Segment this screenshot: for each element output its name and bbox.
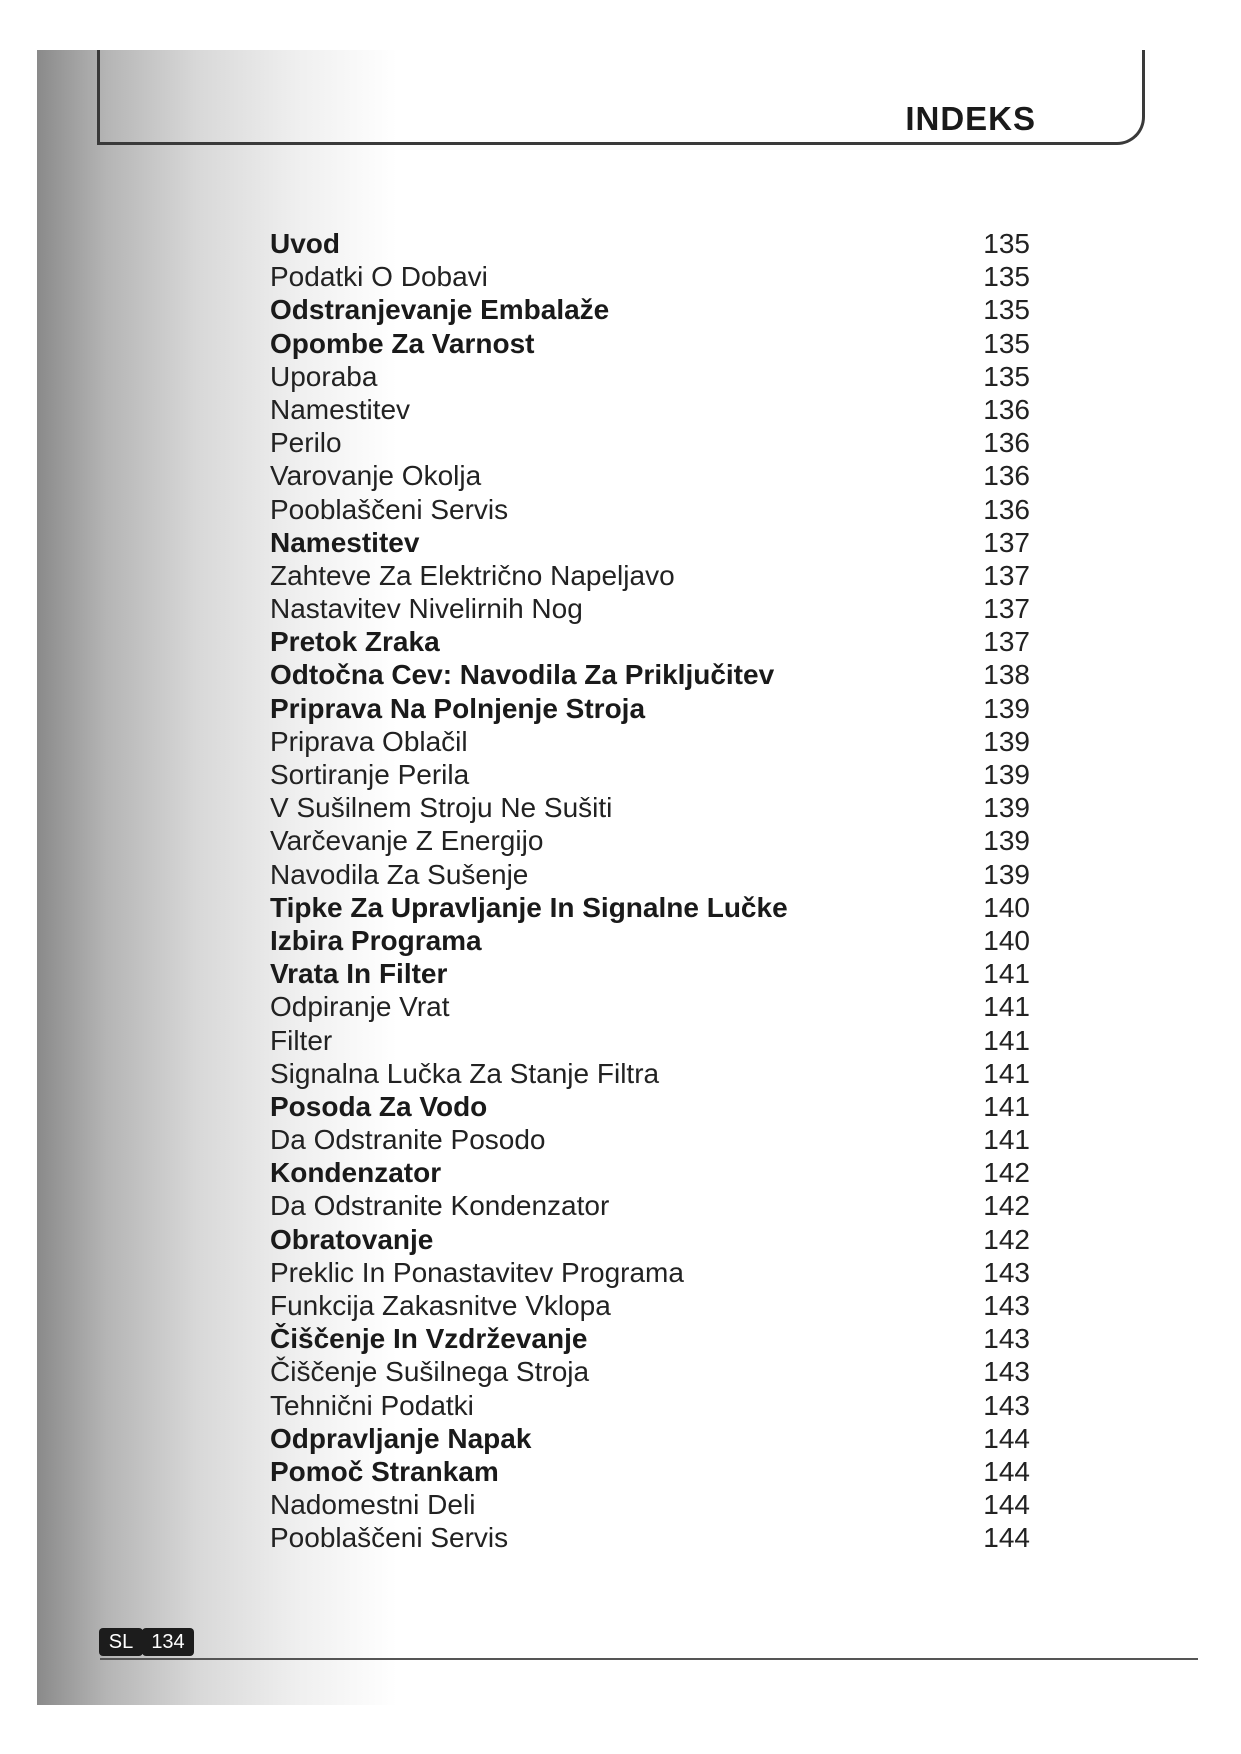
- toc-entry[interactable]: [270, 1090, 1030, 1123]
- toc-entry[interactable]: [270, 824, 1030, 857]
- toc-entry[interactable]: [270, 1355, 1030, 1388]
- toc-entry-title: Da Odstranite Kondenzator: [270, 1190, 610, 1222]
- toc-entry-page: 136: [983, 393, 1030, 425]
- toc-entry-title: Odpiranje Vrat: [270, 991, 450, 1023]
- toc-entry[interactable]: [270, 526, 1030, 559]
- toc-entry-page: 144: [983, 1422, 1030, 1454]
- toc-entry[interactable]: [270, 1455, 1030, 1488]
- toc-entry[interactable]: [270, 493, 1030, 526]
- toc-entry[interactable]: [270, 692, 1030, 725]
- toc-entry[interactable]: [270, 227, 1030, 260]
- toc-entry-page: 137: [983, 526, 1030, 558]
- toc-entry[interactable]: [270, 260, 1030, 293]
- toc-entry[interactable]: [270, 1422, 1030, 1455]
- toc-entry-title: Pretok Zraka: [270, 626, 440, 658]
- toc-entry-title: Odpravljanje Napak: [270, 1422, 532, 1454]
- toc-entry-title: Odtočna Cev: Navodila Za Priključitev: [270, 659, 775, 691]
- toc-entry-title: Nastavitev Nivelirnih Nog: [270, 593, 583, 625]
- toc-entry[interactable]: [270, 924, 1030, 957]
- toc-entry[interactable]: [270, 1223, 1030, 1256]
- toc-entry-title: Sortiranje Perila: [270, 759, 470, 790]
- toc-entry-page: 142: [983, 1157, 1030, 1189]
- toc-entry-page: 141: [983, 1124, 1030, 1156]
- toc-entry-page: 135: [983, 261, 1030, 293]
- toc-entry-title: Namestitev: [270, 393, 411, 425]
- page-number-badge: 134: [142, 1628, 194, 1656]
- toc-entry-title: Namestitev: [270, 526, 420, 558]
- toc-entry-page: 137: [983, 593, 1030, 625]
- toc-entry-page: 135: [983, 360, 1030, 392]
- toc-entry[interactable]: [270, 658, 1030, 691]
- toc-entry[interactable]: [270, 957, 1030, 990]
- toc-entry-page: 144: [983, 1455, 1030, 1487]
- toc-entry-title: Tehnični Podatki: [270, 1389, 474, 1421]
- toc-entry[interactable]: [270, 1156, 1030, 1189]
- toc-entry-page: 139: [983, 825, 1030, 857]
- toc-entry[interactable]: [270, 1189, 1030, 1222]
- toc-entry-page: 143: [983, 1389, 1030, 1421]
- toc-entry-title: Posoda Za Vodo: [270, 1090, 488, 1122]
- toc-entry-page: 139: [983, 725, 1030, 757]
- toc-entry-page: 143: [983, 1256, 1030, 1288]
- toc-entry-title: Uvod: [270, 228, 340, 259]
- toc-entry-title: Priprava Oblačil: [270, 725, 468, 757]
- toc-entry-page: 137: [983, 626, 1030, 658]
- toc-entry-title: Zahteve Za Električno Napeljavo: [270, 559, 675, 591]
- toc-entry-title: Čiščenje In Vzdrževanje: [270, 1323, 588, 1355]
- toc-entry-page: 136: [983, 427, 1030, 459]
- toc-entry[interactable]: [270, 1488, 1030, 1521]
- toc-entry[interactable]: [270, 1256, 1030, 1289]
- toc-entry[interactable]: [270, 559, 1030, 592]
- toc-entry-page: 138: [983, 659, 1030, 691]
- toc-entry-page: 139: [983, 759, 1030, 790]
- toc-entry[interactable]: [270, 1289, 1030, 1322]
- table-of-contents: [270, 227, 1030, 1555]
- toc-entry-title: Perilo: [270, 427, 342, 459]
- toc-entry-page: 141: [983, 1057, 1030, 1089]
- toc-entry-page: 139: [983, 858, 1030, 890]
- toc-entry-title: Da Odstranite Posodo: [270, 1124, 546, 1156]
- toc-entry-page: 140: [983, 924, 1030, 956]
- toc-entry-title: Nadomestni Deli: [270, 1489, 476, 1521]
- toc-entry[interactable]: [270, 592, 1030, 625]
- toc-entry[interactable]: [270, 327, 1030, 360]
- toc-entry-title: Varčevanje Z Energijo: [270, 825, 544, 857]
- toc-entry-title: Pooblaščeni Servis: [270, 1522, 509, 1554]
- toc-entry-page: 144: [983, 1522, 1030, 1554]
- toc-entry-page: 135: [983, 228, 1030, 259]
- toc-entry[interactable]: [270, 791, 1030, 824]
- toc-entry-title: Opombe Za Varnost: [270, 327, 535, 359]
- toc-entry[interactable]: [270, 360, 1030, 393]
- toc-entry-page: 143: [983, 1356, 1030, 1388]
- toc-entry-page: 136: [983, 460, 1030, 492]
- toc-entry-page: 141: [983, 958, 1030, 990]
- toc-entry-page: 135: [983, 327, 1030, 359]
- toc-entry[interactable]: [270, 459, 1030, 492]
- toc-entry-title: Filter: [270, 1024, 333, 1056]
- toc-entry-title: Izbira Programa: [270, 924, 482, 956]
- toc-entry[interactable]: [270, 891, 1030, 924]
- toc-entry-page: 136: [983, 493, 1030, 525]
- toc-entry[interactable]: [270, 1024, 1030, 1057]
- toc-entry-title: Čiščenje Sušilnega Stroja: [270, 1356, 590, 1388]
- toc-entry[interactable]: [270, 393, 1030, 426]
- toc-entry[interactable]: [270, 1389, 1030, 1422]
- toc-entry-title: Pomoč Strankam: [270, 1455, 499, 1487]
- toc-entry-page: 142: [983, 1223, 1030, 1255]
- toc-entry-title: Podatki O Dobavi: [270, 261, 488, 293]
- toc-entry-title: V Sušilnem Stroju Ne Sušiti: [270, 792, 613, 824]
- toc-entry-title: Odstranjevanje Embalaže: [270, 294, 610, 326]
- toc-entry[interactable]: [270, 725, 1030, 758]
- footer-divider: [100, 1658, 1198, 1660]
- toc-entry-title: Varovanje Okolja: [270, 460, 482, 492]
- toc-entry-title: Preklic In Ponastavitev Programa: [270, 1256, 684, 1288]
- toc-entry-page: 141: [983, 1024, 1030, 1056]
- toc-entry-title: Obratovanje: [270, 1223, 434, 1255]
- toc-entry[interactable]: [270, 1322, 1030, 1355]
- toc-entry-title: Vrata In Filter: [270, 958, 448, 990]
- toc-entry-page: 139: [983, 792, 1030, 824]
- toc-entry-title: Uporaba: [270, 360, 378, 392]
- toc-entry[interactable]: [270, 990, 1030, 1023]
- toc-entry[interactable]: [270, 426, 1030, 459]
- toc-entry-page: 143: [983, 1290, 1030, 1321]
- toc-entry-page: 142: [983, 1190, 1030, 1222]
- toc-entry-title: Priprava Na Polnjenje Stroja: [270, 692, 646, 724]
- toc-entry-title: Pooblaščeni Servis: [270, 493, 509, 525]
- toc-entry[interactable]: [270, 625, 1030, 658]
- toc-entry-page: 135: [983, 294, 1030, 326]
- toc-entry-title: Navodila Za Sušenje: [270, 858, 529, 890]
- language-badge: SL: [99, 1628, 143, 1656]
- toc-entry[interactable]: [270, 293, 1030, 326]
- toc-entry-title: Signalna Lučka Za Stanje Filtra: [270, 1057, 660, 1089]
- toc-entry[interactable]: [270, 1521, 1030, 1554]
- toc-entry-page: 141: [983, 991, 1030, 1023]
- toc-entry-page: 141: [983, 1090, 1030, 1122]
- toc-entry[interactable]: [270, 1057, 1030, 1090]
- toc-entry-page: 139: [983, 692, 1030, 724]
- toc-entry-title: Tipke Za Upravljanje In Signalne Lučke: [270, 891, 788, 923]
- page-title: INDEKS: [905, 100, 1036, 137]
- toc-entry-page: 137: [983, 559, 1030, 591]
- toc-entry-page: 144: [983, 1489, 1030, 1521]
- toc-entry[interactable]: [270, 758, 1030, 791]
- toc-entry-page: 140: [983, 891, 1030, 923]
- toc-entry[interactable]: [270, 1123, 1030, 1156]
- toc-entry-title: Kondenzator: [270, 1157, 442, 1189]
- toc-entry[interactable]: [270, 858, 1030, 891]
- toc-entry-page: 143: [983, 1323, 1030, 1355]
- toc-entry-title: Funkcija Zakasnitve Vklopa: [270, 1290, 611, 1321]
